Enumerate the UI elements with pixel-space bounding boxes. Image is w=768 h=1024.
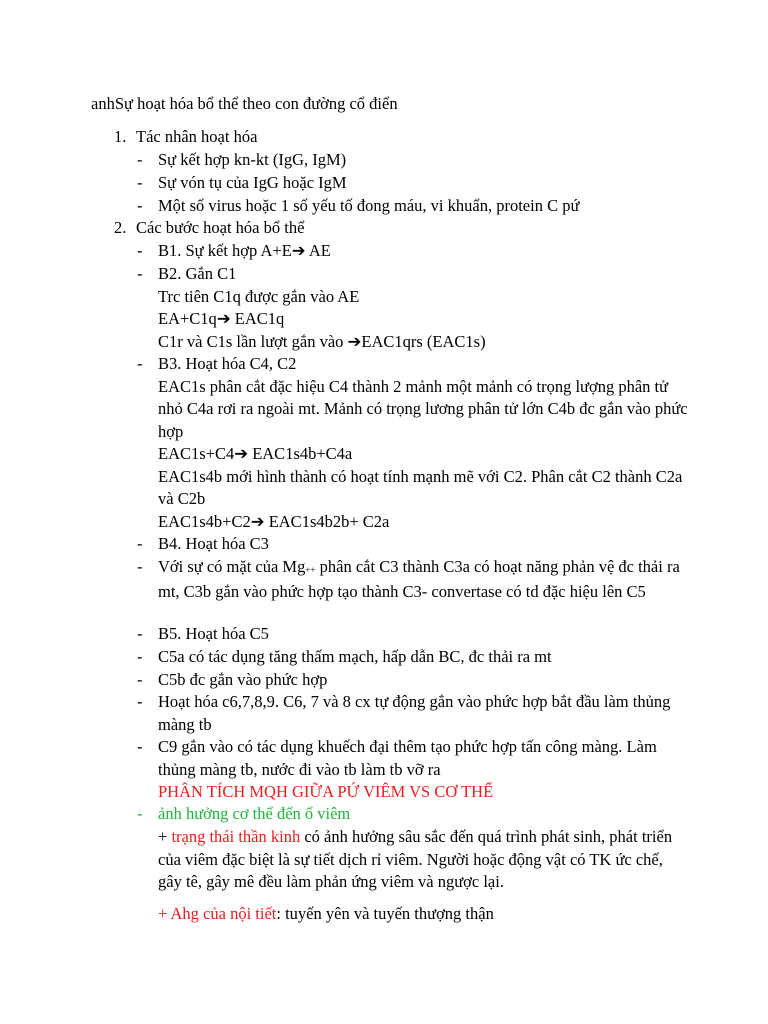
arrow-icon: ➔ xyxy=(234,444,249,463)
list-bullet: - xyxy=(137,647,143,666)
endocrine-paragraph: + Ahg của nội tiết: tuyến yên và tuyến thượng thận xyxy=(158,904,494,923)
list-bullet: - xyxy=(137,264,143,283)
list-bullet: - xyxy=(137,624,143,643)
section-number: 1. xyxy=(114,127,127,146)
document-title: anhSự hoạt hóa bổ thể theo con đường cổ điển xyxy=(91,94,398,113)
analysis-heading: PHÂN TÍCH MQH GIỮA PỨ VIÊM VS CƠ THỂ xyxy=(158,782,494,801)
section-heading: Các bước hoạt hóa bổ thể xyxy=(136,218,305,237)
list-item: ảnh hưởng cơ thể đến ổ viêm xyxy=(158,804,351,823)
section-number: 2. xyxy=(114,218,127,237)
list-item: Sự kết hợp kn-kt (IgG, IgM) xyxy=(158,150,347,169)
list-bullet: - xyxy=(137,804,143,823)
arrow-icon: ➔ xyxy=(216,309,231,328)
arrow-icon: ➔ xyxy=(291,241,306,260)
list-bullet: - xyxy=(137,692,143,711)
step-b3: B3. Hoạt hóa C4, C2 EAC1s phân cắt đặc hiệu C4 thành 2 mảnh một mảnh có trọng lượng phân tử nhỏ C4a rơi ra ngoài mt. Mảnh có trọng lương phân tử lớn C4b đc gắn vào phức hợp EAC1s+C4➔ EAC1s4b+C4a EAC1s4b mới hình thành có hoạt tính mạnh mẽ với C2. Phân cắt C2 thành C2a và C2b EAC1s4b+C2➔ EAC1s4b2b+ C2a xyxy=(158,354,688,531)
list-item: C5b đc gắn vào phức hợp xyxy=(158,670,328,689)
list-item: Một số virus hoặc 1 số yếu tố đong máu, vi khuẩn, protein C pứ xyxy=(158,196,580,215)
step-b2: B2. Gắn C1 Trc tiên C1q được gắn vào AE EA+C1q➔ EAC1q C1r và C1s lần lượt gắn vào ➔EAC1qrs (EAC1s) xyxy=(158,264,486,351)
list-bullet: - xyxy=(137,354,143,373)
ion-charge: ++ xyxy=(305,565,316,575)
list-item: Với sự có mặt của Mg++ phân cắt C3 thành C3a có hoạt năng phản vệ đc thải ra mt, C3b gắn vào phức hợp tạo thành C3- convertase có td đặc hiệu lên C5 xyxy=(158,557,680,601)
step-b4: B4. Hoạt hóa C3 xyxy=(158,534,269,553)
arrow-icon: ➔ xyxy=(347,331,362,351)
list-item: Sự vón tụ của IgG hoặc IgM xyxy=(158,173,347,192)
list-bullet: - xyxy=(137,150,143,169)
arrow-icon: ➔ xyxy=(250,511,265,531)
step-b1: B1. Sự kết hợp A+E➔ AE xyxy=(158,241,331,260)
list-bullet: - xyxy=(137,557,143,576)
list-item: C5a có tác dụng tăng thấm mạch, hấp dẫn BC, đc thải ra mt xyxy=(158,647,552,666)
step-b5: B5. Hoạt hóa C5 xyxy=(158,624,269,643)
list-bullet: - xyxy=(137,737,143,756)
list-bullet: - xyxy=(137,534,143,553)
list-bullet: - xyxy=(137,173,143,192)
nerve-paragraph: + trạng thái thần kinh có ảnh hưởng sâu sắc đến quá trình phát sinh, phát triển của viêm đặc biệt là sự tiết dịch rỉ viêm. Người hoặc động vật có TK ức chế, gây tê, gây mê đều làm phản ứng viêm và ngược lại. xyxy=(158,827,673,891)
list-bullet: - xyxy=(137,241,143,260)
list-item: C9 gắn vào có tác dụng khuếch đại thêm tạo phức hợp tấn công màng. Làm thủng màng tb, nước đi vào tb làm tb vỡ ra xyxy=(158,737,657,779)
list-item: Hoạt hóa c6,7,8,9. C6, 7 và 8 cx tự động gắn vào phức hợp bắt đầu làm thủng màng tb xyxy=(158,692,671,734)
list-bullet: - xyxy=(137,670,143,689)
section-heading: Tác nhân hoạt hóa xyxy=(136,127,258,146)
list-bullet: - xyxy=(137,196,143,215)
